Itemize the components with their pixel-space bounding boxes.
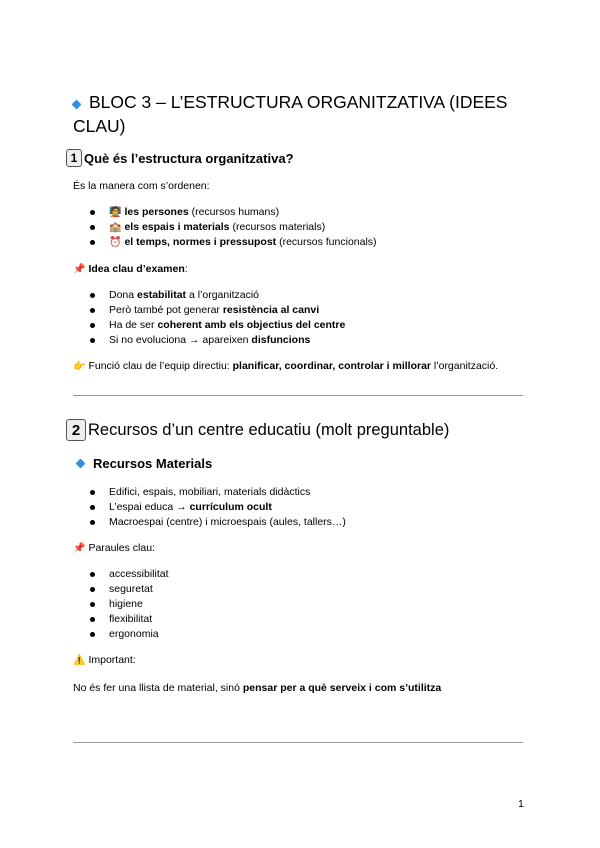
section-1-heading: 1 Què és l’estructura organitzativa? — [66, 149, 294, 167]
list-item: higiene — [90, 597, 169, 612]
list-item: flexibilitat — [90, 612, 169, 627]
divider — [73, 395, 523, 396]
key-idea-list — [90, 288, 345, 348]
list-item: 🧑‍🏫 les persones (recursos humans) — [90, 205, 377, 220]
section-1-list — [90, 205, 377, 250]
blue-diamond-icon — [72, 100, 82, 110]
list-item: Dona estabilitat a l’organització — [90, 288, 345, 303]
pointing-hand-icon: 👉 — [73, 361, 86, 372]
materials-list — [90, 485, 346, 530]
key-idea-label: 📌 Idea clau d’examen: — [73, 263, 188, 275]
list-item: Si no evoluciona → apareixen disfuncions — [90, 333, 345, 348]
keycap-two-icon: 2 — [66, 419, 86, 441]
keycap-one-icon: 1 — [66, 149, 82, 167]
page-number: 1 — [518, 798, 524, 810]
section-2-heading: 2 Recursos d’un centre educatiu (molt preguntable) — [66, 419, 449, 441]
keywords-label: 📌 Paraules clau: — [73, 542, 155, 554]
alarm-clock-icon: ⏰ — [109, 237, 122, 248]
page-title: BLOC 3 – L’ESTRUCTURA ORGANITZATIVA (IDEES CLAU) — [73, 92, 508, 136]
list-item: Ha de ser coherent amb els objectius del centre — [90, 318, 345, 333]
list-item: L’espai educa → currículum ocult — [90, 500, 346, 515]
school-icon: 🏫 — [109, 222, 122, 233]
important-label: ⚠️ Important: — [73, 654, 136, 666]
important-note: No és fer una llista de material, sinó pensar per a què serveix i com s’utilitza — [73, 682, 442, 694]
pushpin-icon: 📌 — [73, 543, 86, 554]
pushpin-icon: 📌 — [73, 264, 86, 275]
list-item: ⏰ el temps, normes i pressupost (recursos funcionals) — [90, 235, 377, 250]
list-item: accessibilitat — [90, 567, 169, 582]
divider — [73, 742, 523, 743]
section-1-intro: És la manera com s’ordenen: — [73, 180, 210, 192]
materials-subheading: Recursos Materials — [77, 456, 212, 471]
warning-icon: ⚠️ — [73, 655, 86, 666]
list-item: 🏫 els espais i materials (recursos materials) — [90, 220, 377, 235]
list-item: seguretat — [90, 582, 169, 597]
function-note: 👉 Funció clau de l’equip directiu: planificar, coordinar, controlar i millorar l’organització. — [73, 360, 499, 372]
list-item: ergonomia — [90, 627, 169, 642]
blue-diamond-icon — [76, 459, 86, 469]
keywords-list — [90, 567, 169, 642]
list-item: Edifici, espais, mobiliari, materials didàctics — [90, 485, 346, 500]
list-item: Però també pot generar resistència al canvi — [90, 303, 345, 318]
teacher-icon: 🧑‍🏫 — [109, 207, 122, 218]
list-item: Macroespai (centre) i microespais (aules, tallers…) — [90, 515, 346, 530]
